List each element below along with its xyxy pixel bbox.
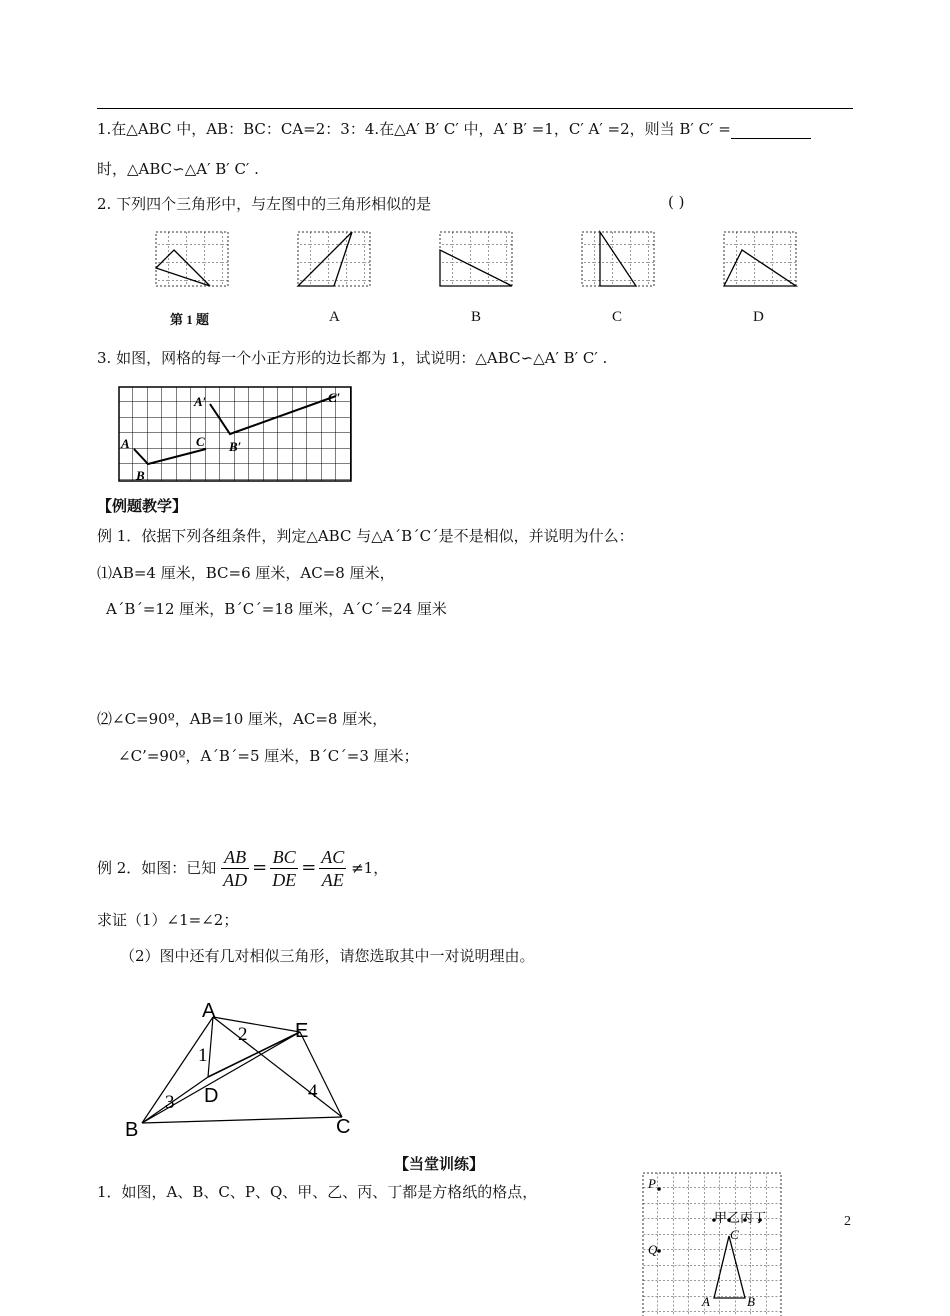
caption-a: A (329, 309, 340, 325)
equals-sign-2: = (301, 857, 317, 878)
angle-4-label: 4 (308, 1081, 318, 1102)
angle-1-label: 1 (198, 1045, 208, 1066)
ex2-statement (97, 843, 388, 892)
fraction-ab-ad (221, 846, 249, 891)
caption-d: D (753, 309, 764, 325)
practice1-text: 1．如图，A、B、C、P、Q、甲、乙、丙、丁都是方格纸的格点， (97, 1183, 538, 1201)
point-p: P (648, 1176, 656, 1191)
section-practice-heading: 【当堂训练】 (394, 1155, 485, 1173)
q1-line1-text: 1.在△ABC 中，AB：BC：CA=2：3：4.在△A′ B′ C′ 中，A′ B′ =1，C′ A′ =2，则当 B′ C′ = (97, 120, 731, 138)
ex2-question1: 求证（1）∠1=∠2； (97, 911, 239, 929)
frac1-denominator: AD (223, 869, 248, 890)
ex2-suffix: ≠1， (351, 859, 389, 877)
fraction-bc-de (270, 846, 298, 891)
ex1-part1-line1: ⑴AB=4 厘米，BC=6 厘米，AC=8 厘米， (97, 564, 395, 582)
q1-line1 (97, 118, 811, 139)
frac2-denominator: DE (272, 869, 297, 890)
point-a: A (702, 1294, 710, 1309)
page-number: 2 (844, 1214, 851, 1229)
q2-text: 2. 下列四个三角形中，与左图中的三角形相似的是 (97, 195, 432, 213)
label-a-prime: A′ (194, 394, 207, 409)
q2-answer-bracket[interactable]: ( ) (668, 193, 685, 211)
caption-c: C (612, 309, 623, 325)
ex2-geometry-figure (120, 995, 370, 1140)
point-a: A (202, 1000, 216, 1022)
label-b: B (136, 468, 145, 483)
ex2-question2: （2）图中还有几对相似三角形，请您选取其中一对说明理由。 (120, 947, 535, 965)
frac2-numerator: BC (270, 846, 298, 869)
point-q: Q (648, 1242, 658, 1257)
frac1-numerator: AB (221, 846, 249, 869)
label-c-prime: C′ (328, 390, 341, 405)
header-rule (97, 108, 853, 109)
option-c-grid (582, 232, 654, 286)
angle-2-label: 2 (238, 1024, 248, 1045)
label-c: C (196, 434, 205, 449)
point-c: C (336, 1116, 351, 1138)
q1-line2: 时，△ABC∽△A′ B′ C′ . (97, 160, 259, 178)
ex1-part1-line2: A´B´=12 厘米，B´C´=18 厘米，A´C´=24 厘米 (106, 600, 447, 618)
q3-grid-figure (118, 386, 352, 484)
point-b: B (125, 1119, 139, 1140)
label-b-prime: B′ (229, 439, 242, 454)
option-a-grid (298, 232, 370, 286)
points-jia-yi-bing-ding: 甲乙丙丁 (714, 1211, 767, 1226)
equals-sign-1: = (252, 857, 268, 878)
angle-3-label: 3 (165, 1092, 175, 1113)
option-d-grid (724, 232, 796, 286)
q3-text: 3. 如图，网格的每一个小正方形的边长都为 1，试说明：△ABC∽△A′ B′ C′ . (97, 349, 608, 367)
practice1-grid-figure (642, 1172, 784, 1316)
caption-b: B (471, 309, 482, 325)
caption-reference: 第 1 题 (170, 312, 210, 327)
label-a: A (121, 436, 130, 451)
point-b: B (747, 1294, 755, 1309)
ex1-title: 例 1．依据下列各组条件，判定△ABC 与△A´B´C´是不是相似，并说明为什么： (97, 527, 634, 545)
ex1-part2-line2: ∠C’=90º，A´B´=5 厘米，B´C´=3 厘米； (118, 747, 419, 765)
answer-blank[interactable] (731, 123, 811, 139)
ex2-prefix: 例 2．如图：已知 (97, 859, 217, 877)
point-c: C (730, 1227, 739, 1242)
frac3-denominator: AE (321, 869, 344, 890)
point-d: D (204, 1085, 219, 1107)
section-examples-heading: 【例题教学】 (97, 497, 188, 515)
option-b-grid (440, 232, 512, 286)
point-e: E (295, 1020, 309, 1042)
ex1-part2-line1: ⑵∠C=90º，AB=10 厘米，AC=8 厘米， (97, 710, 388, 728)
fraction-ac-ae (319, 846, 346, 891)
frac3-numerator: AC (321, 846, 345, 867)
reference-grid (156, 232, 228, 286)
